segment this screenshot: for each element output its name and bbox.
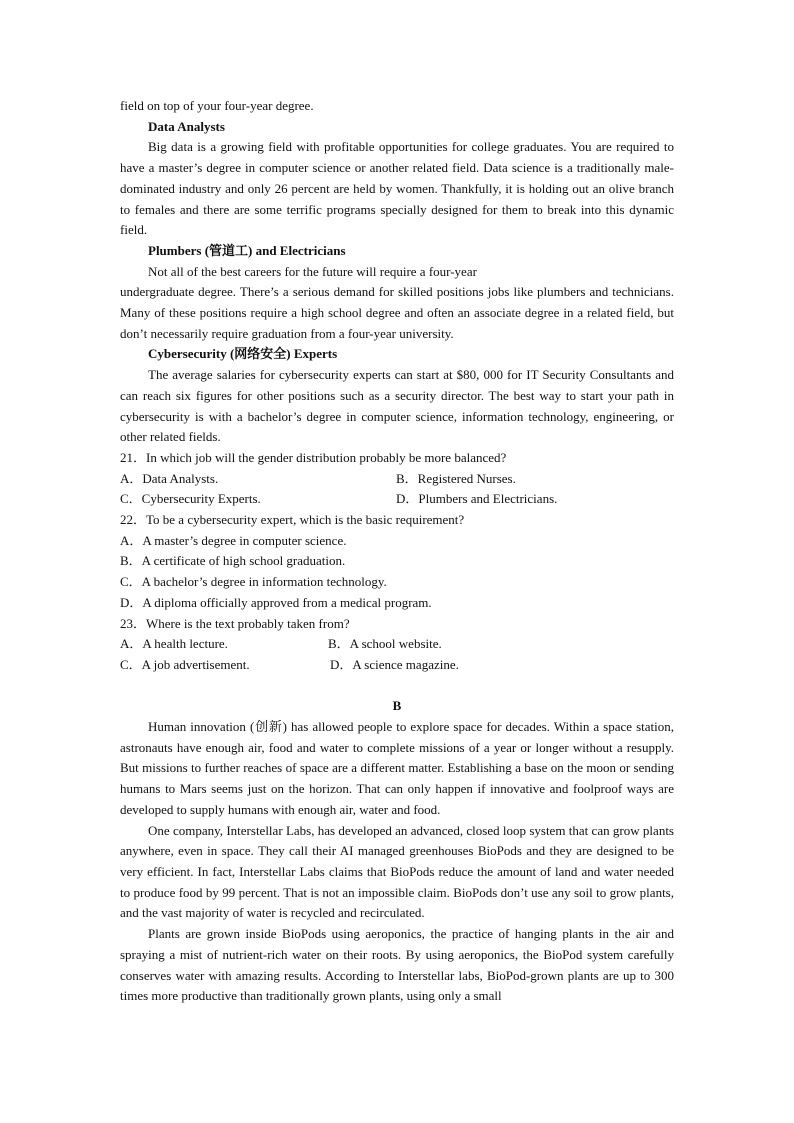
question-stem-22: 22．To be a cybersecurity expert, which is the basic requirement?	[120, 512, 465, 528]
option-21-b: B．Registered Nurses.	[396, 470, 516, 486]
section-body-plumbers-line1: Not all of the best careers for the future will require a four-year	[148, 263, 477, 279]
section-heading-data-analysts: Data Analysts	[148, 118, 225, 134]
question-options-21	[120, 469, 674, 490]
section-heading-cybersecurity: Cybersecurity (网络安全) Experts	[148, 346, 338, 362]
option-21-c: C．Cybersecurity Experts.	[120, 491, 261, 507]
passage-b-paragraph-2: One company, Interstellar Labs, has developed an advanced, closed loop system that can grow plants anywhere, even in space. They call their AI managed greenhouses BioPods and they are designed to be very efficient. In fact, Interstellar Labs claims that BioPods reduce the amount of land and water needed to produce food by 99 percent. That is not an impossible claim. BioPods don’t use any soil to grow plants, and the vast majority of water is recycled and recirculated.	[120, 822, 674, 921]
option-23-d: D．A science magazine.	[330, 656, 459, 672]
document-page	[120, 96, 674, 1007]
option-21-d: D．Plumbers and Electricians.	[396, 491, 558, 507]
passage-b-paragraph-1: Human innovation (创新) has allowed people to explore space for decades. Within a space station, astronauts have enough air, food and water to complete missions of a year or longer without a resupply. But missions to further reaches of space are a different matter. Establishing a base on the moon or sending humans to Mars seems just on the horizon. That can only happen if innovative and foolproof ways are developed to supply humans with enough air, water and food.	[120, 719, 674, 817]
passage-b-label: B	[392, 698, 402, 714]
section-body-cybersecurity: The average salaries for cybersecurity experts can start at $80, 000 for IT Security Consultants and can reach six figures for other positions such as a security director. The best way to start your path in cybersecurity is with a bachelor’s degree in computer science, information technology, engineering, or other related fields.	[120, 367, 674, 445]
option-23-a: A．A health lecture.	[120, 636, 228, 652]
passage-b-paragraph-3: Plants are grown inside BioPods using aeroponics, the practice of hanging plants in the air and spraying a mist of nutrient-rich water on their roots. By using aeroponics, the BioPod system carefully conserves water with amazing results. According to Interstellar labs, BioPod-grown plants are up to 300 times more productive than traditionally grown plants, using only a small	[120, 926, 674, 1004]
option-22-a: A．A master’s degree in computer science.	[120, 532, 347, 548]
section-body-data-analysts: Big data is a growing field with profitable opportunities for college graduates. You are required to have a master’s degree in computer science or another related field. Data science is a traditionally male-dominated industry and only 26 percent are held by women. Thankfully, it is holding out an olive branch to females and there are some terrific programs specially designed for them to break into this dynamic field.	[120, 139, 674, 238]
question-options-23-row2	[120, 655, 674, 676]
section-gap	[120, 676, 674, 697]
option-22-d: D．A diploma officially approved from a medical program.	[120, 594, 432, 610]
option-21-a: A．Data Analysts.	[120, 470, 219, 486]
option-23-c: C．A job advertisement.	[120, 656, 250, 672]
option-22-c: C．A bachelor’s degree in information technology.	[120, 574, 387, 590]
question-stem-21: 21．In which job will the gender distribution probably be more balanced?	[120, 449, 507, 465]
question-options-21-row2	[120, 489, 674, 510]
option-22-b: B．A certificate of high school graduation.	[120, 553, 346, 569]
question-stem-23: 23．Where is the text probably taken from?	[120, 615, 350, 631]
question-options-23	[120, 634, 674, 655]
intro-tail: field on top of your four-year degree.	[120, 98, 314, 113]
section-body-plumbers: undergraduate degree. There’s a serious demand for skilled positions jobs like plumbers and technicians. Many of these positions require a high school degree and often an associate degree in a related field, but don’t necessarily require graduation from a four-year university.	[120, 284, 674, 341]
section-heading-plumbers: Plumbers (管道工) and Electricians	[148, 242, 346, 258]
option-23-b: B．A school website.	[328, 636, 442, 652]
